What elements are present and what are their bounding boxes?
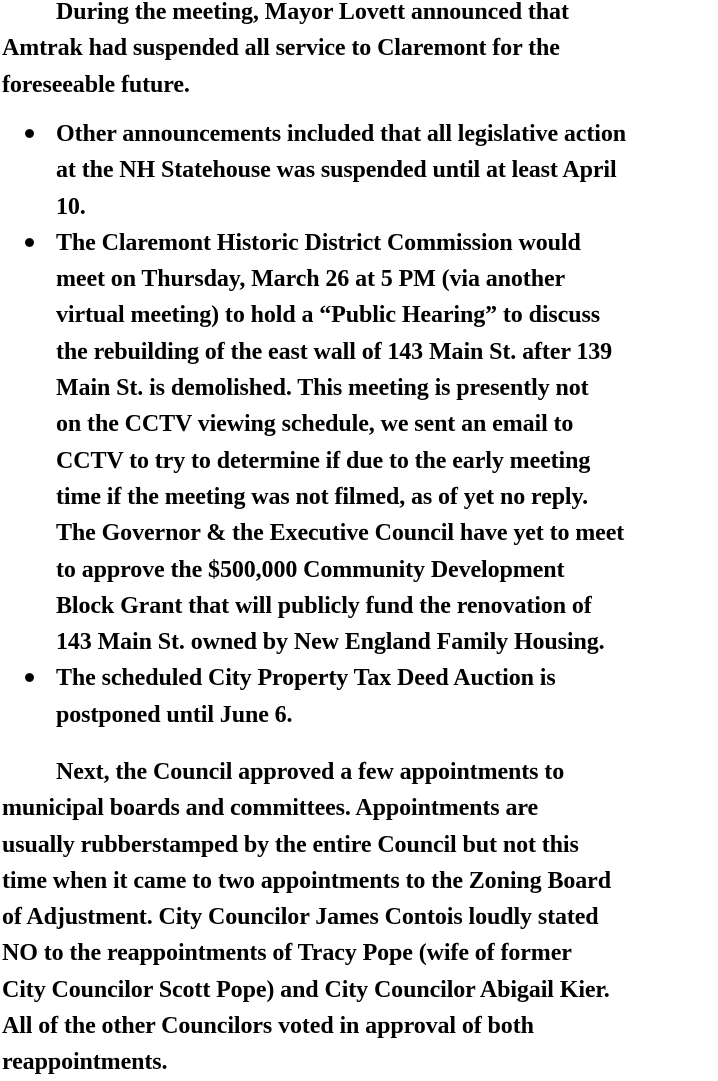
- text-line: foreseeable future.: [2, 71, 190, 98]
- text-line: postponed until June 6.: [56, 701, 293, 728]
- text-line: to approve the $500,000 Community Development: [56, 556, 565, 583]
- text-line: of Adjustment. City Councilor James Contois loudly stated: [2, 904, 599, 931]
- text-line: During the meeting, Mayor Lovett announced that: [56, 0, 569, 25]
- text-line: time if the meeting was not filmed, as of yet no reply.: [56, 483, 588, 510]
- text-line: 10.: [56, 193, 86, 220]
- paragraph-mayor-announcement: [2, 0, 569, 103]
- text-line: reappointments.: [2, 1049, 168, 1076]
- text-line: The Claremont Historic District Commission would: [56, 229, 581, 256]
- text-line: The Governor & the Executive Council have yet to meet: [56, 520, 625, 547]
- paragraph-council-appointments: [2, 754, 611, 1081]
- text-line: Block Grant that will publicly fund the renovation of: [56, 592, 592, 619]
- text-line: Amtrak had suspended all service to Claremont for the: [2, 35, 560, 62]
- bullet-icon: [25, 238, 34, 247]
- text-line: CCTV to try to determine if due to the early meeting: [56, 447, 591, 474]
- text-line: municipal boards and committees. Appointments are: [2, 795, 539, 822]
- text-line: Next, the Council approved a few appointments to: [56, 759, 565, 785]
- text-line: NO to the reappointments of Tracy Pope (wife of former: [2, 940, 572, 967]
- announcements-list: [0, 116, 626, 733]
- text-line: Main St. is demolished. This meeting is presently not: [56, 375, 589, 402]
- list-item-tax-deed-auction: [0, 660, 626, 733]
- bullet-icon: [25, 129, 34, 138]
- text-line: on the CCTV viewing schedule, we sent an email to: [56, 411, 574, 438]
- list-item-legislative-action: [0, 116, 626, 225]
- text-line: virtual meeting) to hold a “Public Hearing” to discuss: [56, 302, 600, 329]
- text-line: The scheduled City Property Tax Deed Auction is: [56, 665, 556, 692]
- text-line: at the NH Statehouse was suspended until at least April: [56, 157, 617, 184]
- list-item-historic-commission: [0, 225, 626, 661]
- text-line: All of the other Councilors voted in approval of both: [2, 1013, 534, 1040]
- bullet-icon: [25, 673, 34, 682]
- text-line: usually rubberstamped by the entire Council but not this: [2, 831, 579, 858]
- text-line: Other announcements included that all legislative action: [56, 121, 626, 147]
- text-line: 143 Main St. owned by New England Family Housing.: [56, 629, 605, 656]
- text-line: the rebuilding of the east wall of 143 Main St. after 139: [56, 338, 613, 365]
- text-line: City Councilor Scott Pope) and City Councilor Abigail Kier.: [2, 976, 610, 1003]
- text-line: meet on Thursday, March 26 at 5 PM (via another: [56, 266, 566, 293]
- text-line: time when it came to two appointments to the Zoning Board: [2, 867, 611, 894]
